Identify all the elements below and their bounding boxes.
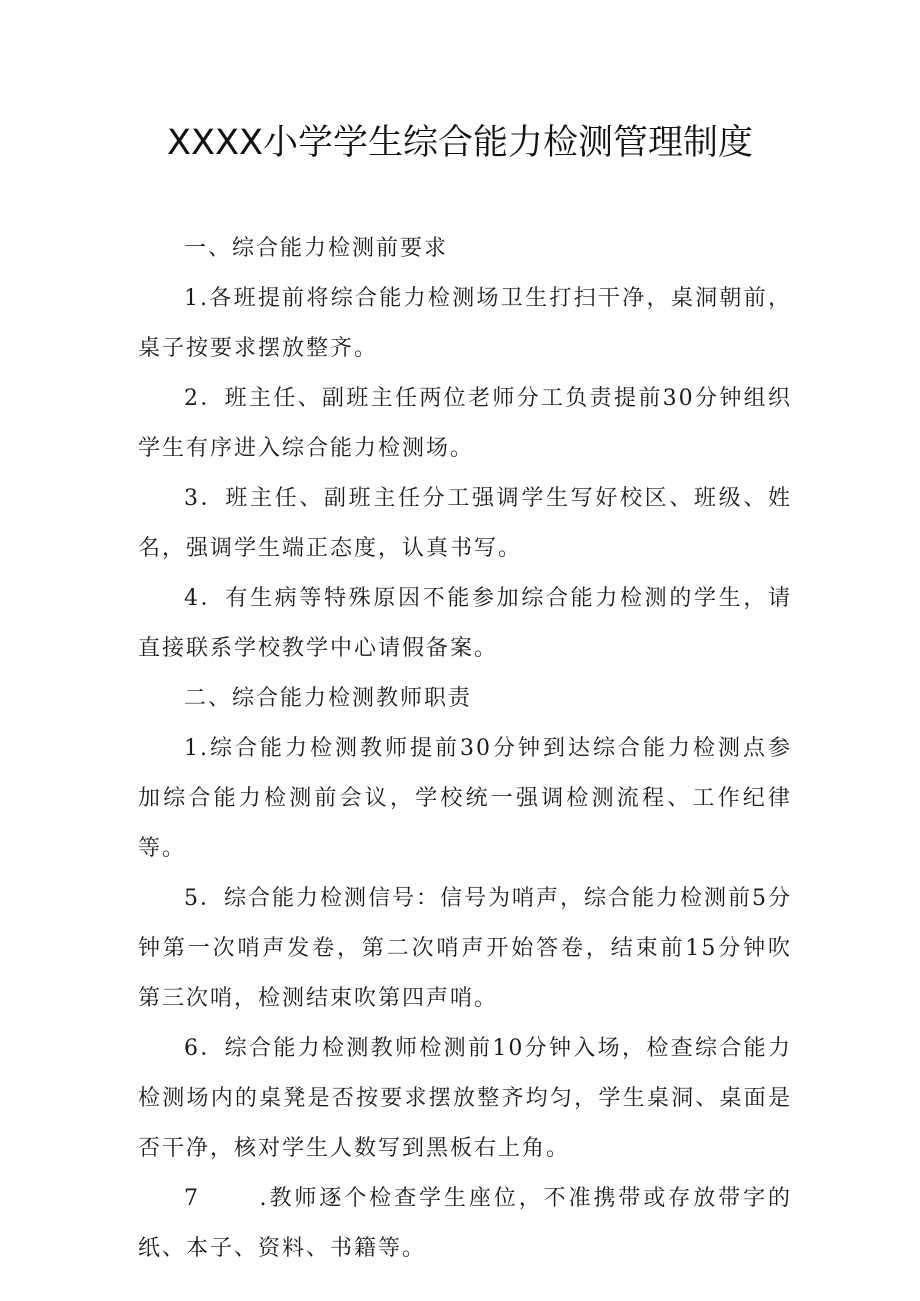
paragraph-item-3: 3．班主任、副班主任分工强调学生写好校区、班级、姓名，强调学生端正态度，认真书写。 [138, 486, 792, 561]
paragraph-item-4: 4．有生病等特殊原因不能参加综合能力检测的学生，请直接联系学校教学中心请假备案。 [138, 586, 792, 661]
section-heading-2: 二、综合能力检测教师职责 [184, 686, 473, 711]
paragraph-item-5: 1.综合能力检测教师提前30分钟到达综合能力检测点参加综合能力检测前会议，学校统一强调检测流程、工作纪律等。 [138, 736, 792, 861]
paragraph-item-1: 1.各班提前将综合能力检测场卫生打扫干净，桌洞朝前，桌子按要求摆放整齐。 [138, 286, 792, 361]
paragraph-item-2: 2．班主任、副班主任两位老师分工负责提前30分钟组织学生有序进入综合能力检测场。 [138, 386, 792, 461]
paragraph-item-8: 7 .教师逐个检查学生座位，不准携带或存放带字的纸、本子、资料、书籍等。 [138, 1186, 792, 1261]
document-body [138, 224, 792, 1274]
section-heading-1: 一、综合能力检测前要求 [184, 236, 449, 261]
paragraph-item-7: 6．综合能力检测教师检测前10分钟入场，检查综合能力检测场内的桌凳是否按要求摆放整齐均匀，学生桌洞、桌面是否干净，核对学生人数写到黑板右上角。 [138, 1036, 792, 1161]
document-title: XXXX小学学生综合能力检测管理制度 [167, 123, 753, 163]
paragraph-item-6: 5．综合能力检测信号：信号为哨声，综合能力检测前5分钟第一次哨声发卷，第二次哨声开始答卷，结束前15分钟吹第三次哨，检测结束吹第四声哨。 [138, 886, 792, 1011]
